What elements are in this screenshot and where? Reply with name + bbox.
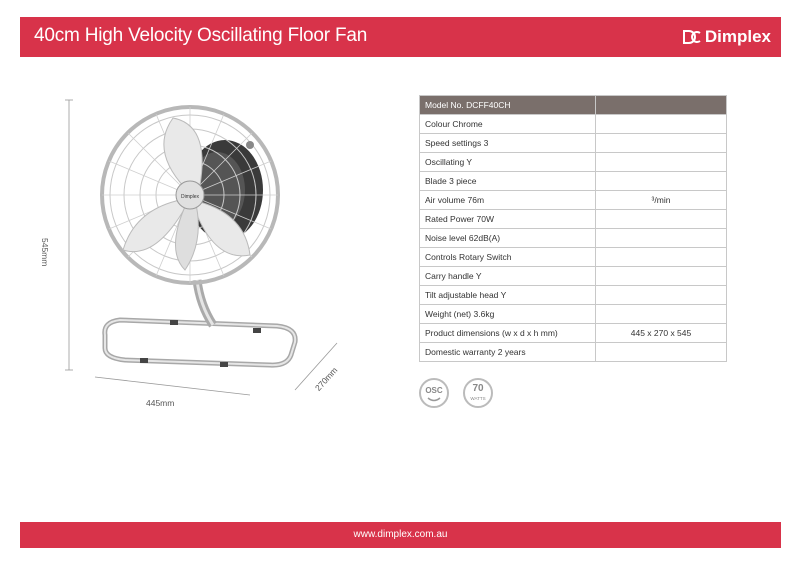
width-dimension-label: 445mm bbox=[146, 398, 175, 408]
height-dimension-label: 545mm bbox=[40, 238, 50, 267]
fan-illustration bbox=[45, 90, 365, 420]
spec-label: Blade 3 piece bbox=[420, 172, 596, 191]
spec-value bbox=[596, 267, 727, 286]
spec-row bbox=[420, 343, 727, 362]
spec-label: Controls Rotary Switch bbox=[420, 248, 596, 267]
spec-row bbox=[420, 229, 727, 248]
spec-label: Speed settings 3 bbox=[420, 134, 596, 153]
spec-label: Noise level 62dB(A) bbox=[420, 229, 596, 248]
oscillation-badge-icon bbox=[419, 378, 449, 408]
spec-label: Model No. DCFF40CH bbox=[420, 96, 596, 115]
spec-value bbox=[596, 153, 727, 172]
depth-dimension-label: 270mm bbox=[312, 365, 340, 393]
osc-label: OSC bbox=[425, 386, 443, 395]
footer-bar bbox=[20, 522, 781, 548]
feature-badges bbox=[419, 378, 493, 408]
spec-label: Tilt adjustable head Y bbox=[420, 286, 596, 305]
spec-value bbox=[596, 343, 727, 362]
svg-text:Dimplex: Dimplex bbox=[181, 194, 200, 200]
spec-label: Domestic warranty 2 years bbox=[420, 343, 596, 362]
spec-value bbox=[596, 229, 727, 248]
spec-row bbox=[420, 172, 727, 191]
spec-row bbox=[420, 210, 727, 229]
page-title: 40cm High Velocity Oscillating Floor Fan bbox=[34, 25, 368, 46]
header-bar bbox=[20, 17, 781, 57]
spec-value bbox=[596, 305, 727, 324]
spec-value bbox=[596, 210, 727, 229]
spec-row bbox=[420, 153, 727, 172]
spec-row bbox=[420, 115, 727, 134]
spec-label: Rated Power 70W bbox=[420, 210, 596, 229]
wattage-badge-icon bbox=[463, 378, 493, 408]
watts-value: 70 bbox=[472, 383, 484, 394]
spec-row bbox=[420, 191, 727, 210]
spec-value bbox=[596, 172, 727, 191]
spec-label: Oscillating Y bbox=[420, 153, 596, 172]
spec-row bbox=[420, 248, 727, 267]
spec-table bbox=[419, 95, 727, 362]
brand-name: Dimplex bbox=[704, 27, 771, 46]
spec-value: ³/min bbox=[596, 191, 727, 210]
spec-value bbox=[596, 134, 727, 153]
spec-row bbox=[420, 324, 727, 343]
brand-logo bbox=[683, 27, 771, 47]
spec-label: Product dimensions (w x d x h mm) bbox=[420, 324, 596, 343]
spec-value bbox=[596, 286, 727, 305]
spec-label: Colour Chrome bbox=[420, 115, 596, 134]
spec-label: Weight (net) 3.6kg bbox=[420, 305, 596, 324]
spec-row bbox=[420, 267, 727, 286]
spec-row bbox=[420, 305, 727, 324]
dimplex-logo-icon bbox=[683, 30, 703, 44]
website-link[interactable]: www.dimplex.com.au bbox=[353, 529, 448, 540]
spec-value bbox=[596, 115, 727, 134]
watts-unit: WATTS bbox=[470, 396, 486, 401]
spec-label: Air volume 76m bbox=[420, 191, 596, 210]
spec-label: Carry handle Y bbox=[420, 267, 596, 286]
spec-row bbox=[420, 134, 727, 153]
spec-value bbox=[596, 96, 727, 115]
spec-value bbox=[596, 248, 727, 267]
spec-row bbox=[420, 286, 727, 305]
spec-value: 445 x 270 x 545 bbox=[596, 324, 727, 343]
spec-row bbox=[420, 96, 727, 115]
